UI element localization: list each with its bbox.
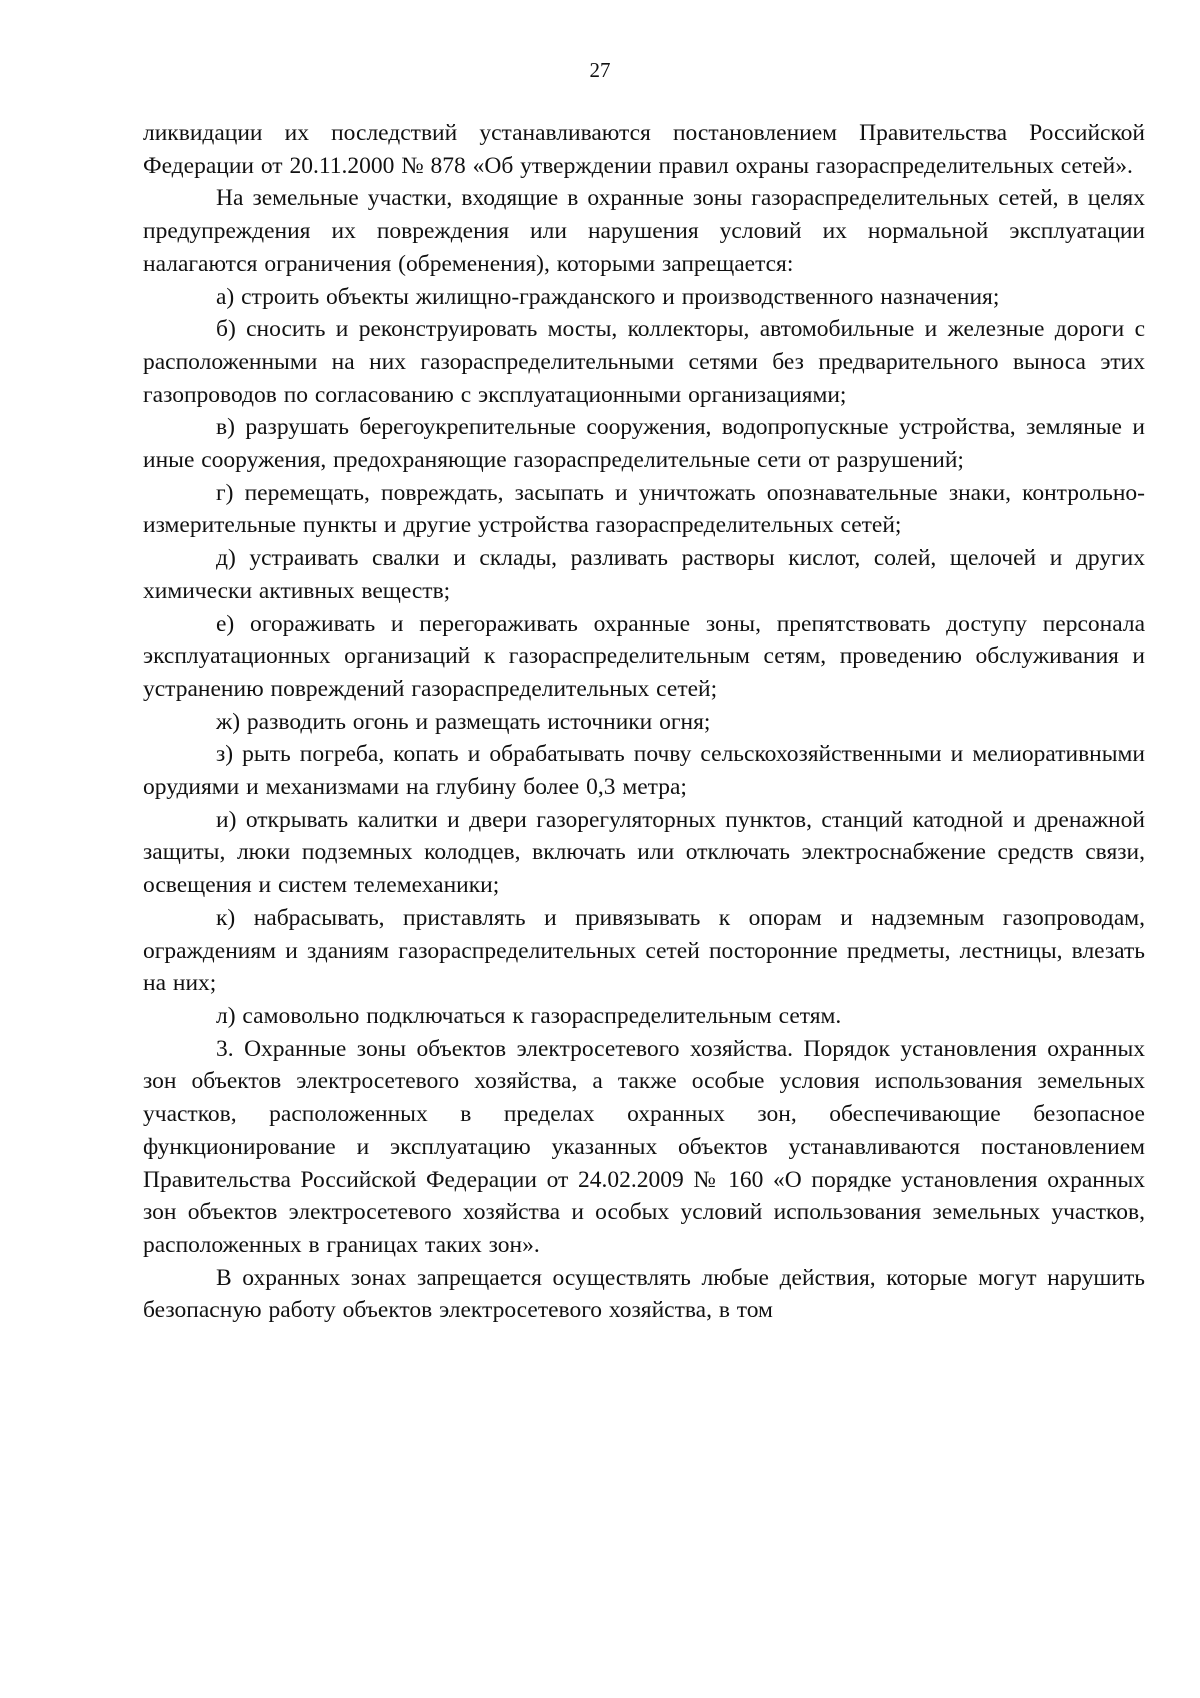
document-body — [143, 117, 1145, 1327]
list-item-z: з) рыть погреба, копать и обрабатывать почву сельскохозяйственными и мелиоративными орудиями и механизмами на глубину более 0,3 метра; — [143, 741, 1145, 801]
list-item-zh: ж) разводить огонь и размещать источники огня; — [216, 708, 711, 735]
paragraph-gas-restrictions-intro: На земельные участки, входящие в охранные зоны газораспределительных сетей, в целях предупреждения их повреждения или нарушения условий их нормальной эксплуатации налагаются ограничения (обременения), которыми запрещается: — [143, 185, 1145, 277]
paragraph-continuation: ликвидации их последствий устанавливаются постановлением Правительства Российской Федерации от 20.11.2000 № 878 «Об утверждении правил охраны газораспределительных сетей». — [143, 120, 1145, 179]
list-item-a: а) строить объекты жилищно-гражданского и производственного назначения; — [216, 283, 1000, 310]
paragraph-section-3: 3. Охранные зоны объектов электросетевого хозяйства. Порядок установления охранных зон объектов электросетевого хозяйства, а также особые условия использования земельных участков, расположенных в пределах охранных зон, обеспечивающие безопасное функционирование и эксплуатацию указанных объектов устанавливаются постановлением Правительства Российской Федерации от 24.02.2009 № 160 «О порядке установления охранных зон объектов электросетевого хозяйства и особых условий использования земельных участков, расположенных в границах таких зон». — [143, 1035, 1145, 1258]
list-item-d: д) устраивать свалки и склады, разливать растворы кислот, солей, щелочей и других химически активных веществ; — [143, 545, 1145, 604]
list-item-b: б) сносить и реконструировать мосты, коллекторы, автомобильные и железные дороги с расположенными на них газораспределительными сетями без предварительного выноса этих газопроводов по согласованию с эксплуатационными организациями; — [143, 316, 1145, 408]
list-item-e: е) огораживать и перегораживать охранные зоны, препятствовать доступу персонала эксплуатационных организаций к газораспределительным сетям, проведению обслуживания и устранению повреждений газораспределительных сетей; — [143, 610, 1145, 702]
list-item-v: в) разрушать берегоукрепительные сооружения, водопропускные устройства, земляные и иные сооружения, предохраняющие газораспределительные сети от разрушений; — [143, 414, 1145, 474]
list-item-l: л) самовольно подключаться к газораспределительным сетям. — [216, 1002, 842, 1029]
list-item-k: к) набрасывать, приставлять и привязывать к опорам и надземным газопроводам, ограждениям и зданиям газораспределительных сетей посторонние предметы, лестницы, влезать на них; — [143, 904, 1145, 997]
page-number: 27 — [589, 58, 611, 82]
paragraph-electric-restrictions: В охранных зонах запрещается осуществлять любые действия, которые могут нарушить безопасную работу объектов электросетевого хозяйства, в том — [143, 1264, 1145, 1324]
list-item-g: г) перемещать, повреждать, засыпать и уничтожать опознавательные знаки, контрольно-измерительные пункты и другие устройства газораспределительных сетей; — [143, 479, 1145, 539]
list-item-i: и) открывать калитки и двери газорегуляторных пунктов, станций катодной и дренажной защиты, люки подземных колодцев, включать или отключать электроснабжение средств связи, освещения и систем телемеханики; — [143, 806, 1145, 899]
